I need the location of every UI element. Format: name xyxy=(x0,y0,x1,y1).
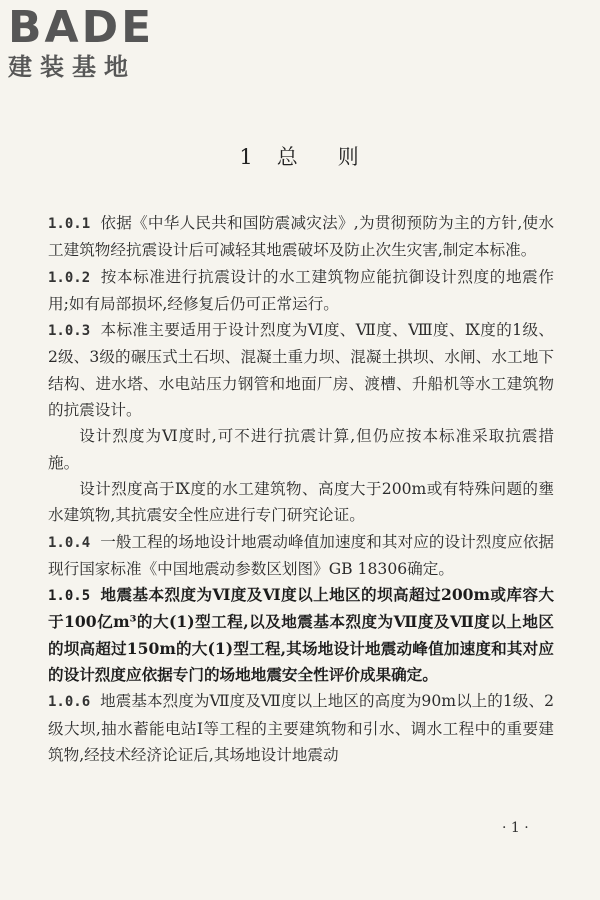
chapter-number: 1 xyxy=(239,145,255,169)
clause-text: 本标准主要适用于设计烈度为Ⅵ度、Ⅶ度、Ⅷ度、Ⅸ度的1级、2级、3级的碾压式土石坝、混凝土重力坝、混凝土拱坝、水闸、水工地下结构、进水塔、水电站压力钢管和地面厂房、渡槽、升船机等水工建筑物的抗震设计。 xyxy=(48,321,554,420)
clause-text: 按本标准进行抗震设计的水工建筑物应能抗御设计烈度的地震作用;如有局部损坏,经修复后仍可正常运行。 xyxy=(48,267,554,313)
clause-1-0-1 xyxy=(48,210,554,264)
bade-logo xyxy=(8,2,178,82)
document-body xyxy=(48,210,554,768)
logo-subtitle: 建装基地 xyxy=(8,53,136,81)
clause-text: 一般工程的场地设计地震动峰值加速度和其对应的设计烈度应依据现行国家标准《中国地震动参数区划图》GB 18306确定。 xyxy=(48,532,554,578)
clause-text: 地震基本烈度为Ⅶ度及Ⅶ度以上地区的高度为90m以上的1级、2级大坝,抽水蓄能电站Ⅰ等工程的主要建筑物和引水、调水工程中的重要建筑物,经技术经济论证后,其场地设计地震动 xyxy=(48,692,554,764)
clause-text: 地震基本烈度为Ⅵ度及Ⅵ度以上地区的坝高超过200m或库容大于100亿m³的大(1)型工程,以及地震基本烈度为Ⅶ度及Ⅶ度以上地区的坝高超过150m的大(1)型工程,其场地设计地震动峰值加速度和其对应的设计烈度应依据专门的场地地震安全性评价成果确定。 xyxy=(48,585,554,685)
clause-1-0-2 xyxy=(48,264,554,318)
clause-number: 1.0.6 xyxy=(48,694,91,711)
clause-text: 设计烈度高于Ⅸ度的水工建筑物、高度大于200m或有特殊问题的壅水建筑物,其抗震安全性应进行专门研究论证。 xyxy=(48,479,554,525)
clause-text: 依据《中华人民共和国防震减灾法》,为贯彻预防为主的方针,使水工建筑物经抗震设计后可减轻其地震破坏及防止次生灾害,制定本标准。 xyxy=(48,214,554,260)
clause-1-0-4 xyxy=(48,529,554,583)
clause-1-0-3 xyxy=(48,317,554,423)
clause-number: 1.0.4 xyxy=(48,534,91,551)
clause-number: 1.0.1 xyxy=(48,216,91,232)
clause-number: 1.0.2 xyxy=(48,269,91,286)
clause-1-0-6 xyxy=(48,688,554,768)
page-number: · 1 · xyxy=(502,820,529,836)
logo-wordmark: BADE xyxy=(8,2,155,53)
chapter-title-part2: 则 xyxy=(337,145,361,169)
chapter-title-part1: 总 xyxy=(276,145,300,169)
clause-text: 设计烈度为Ⅵ度时,可不进行抗震计算,但仍应按本标准采取抗震措施。 xyxy=(48,427,554,472)
clause-number: 1.0.5 xyxy=(48,588,91,605)
clause-1-0-3-note-1 xyxy=(48,423,554,476)
chapter-title xyxy=(0,141,600,171)
clause-number: 1.0.3 xyxy=(48,323,91,340)
clause-1-0-5 xyxy=(48,582,554,688)
clause-1-0-3-note-2 xyxy=(48,476,554,529)
